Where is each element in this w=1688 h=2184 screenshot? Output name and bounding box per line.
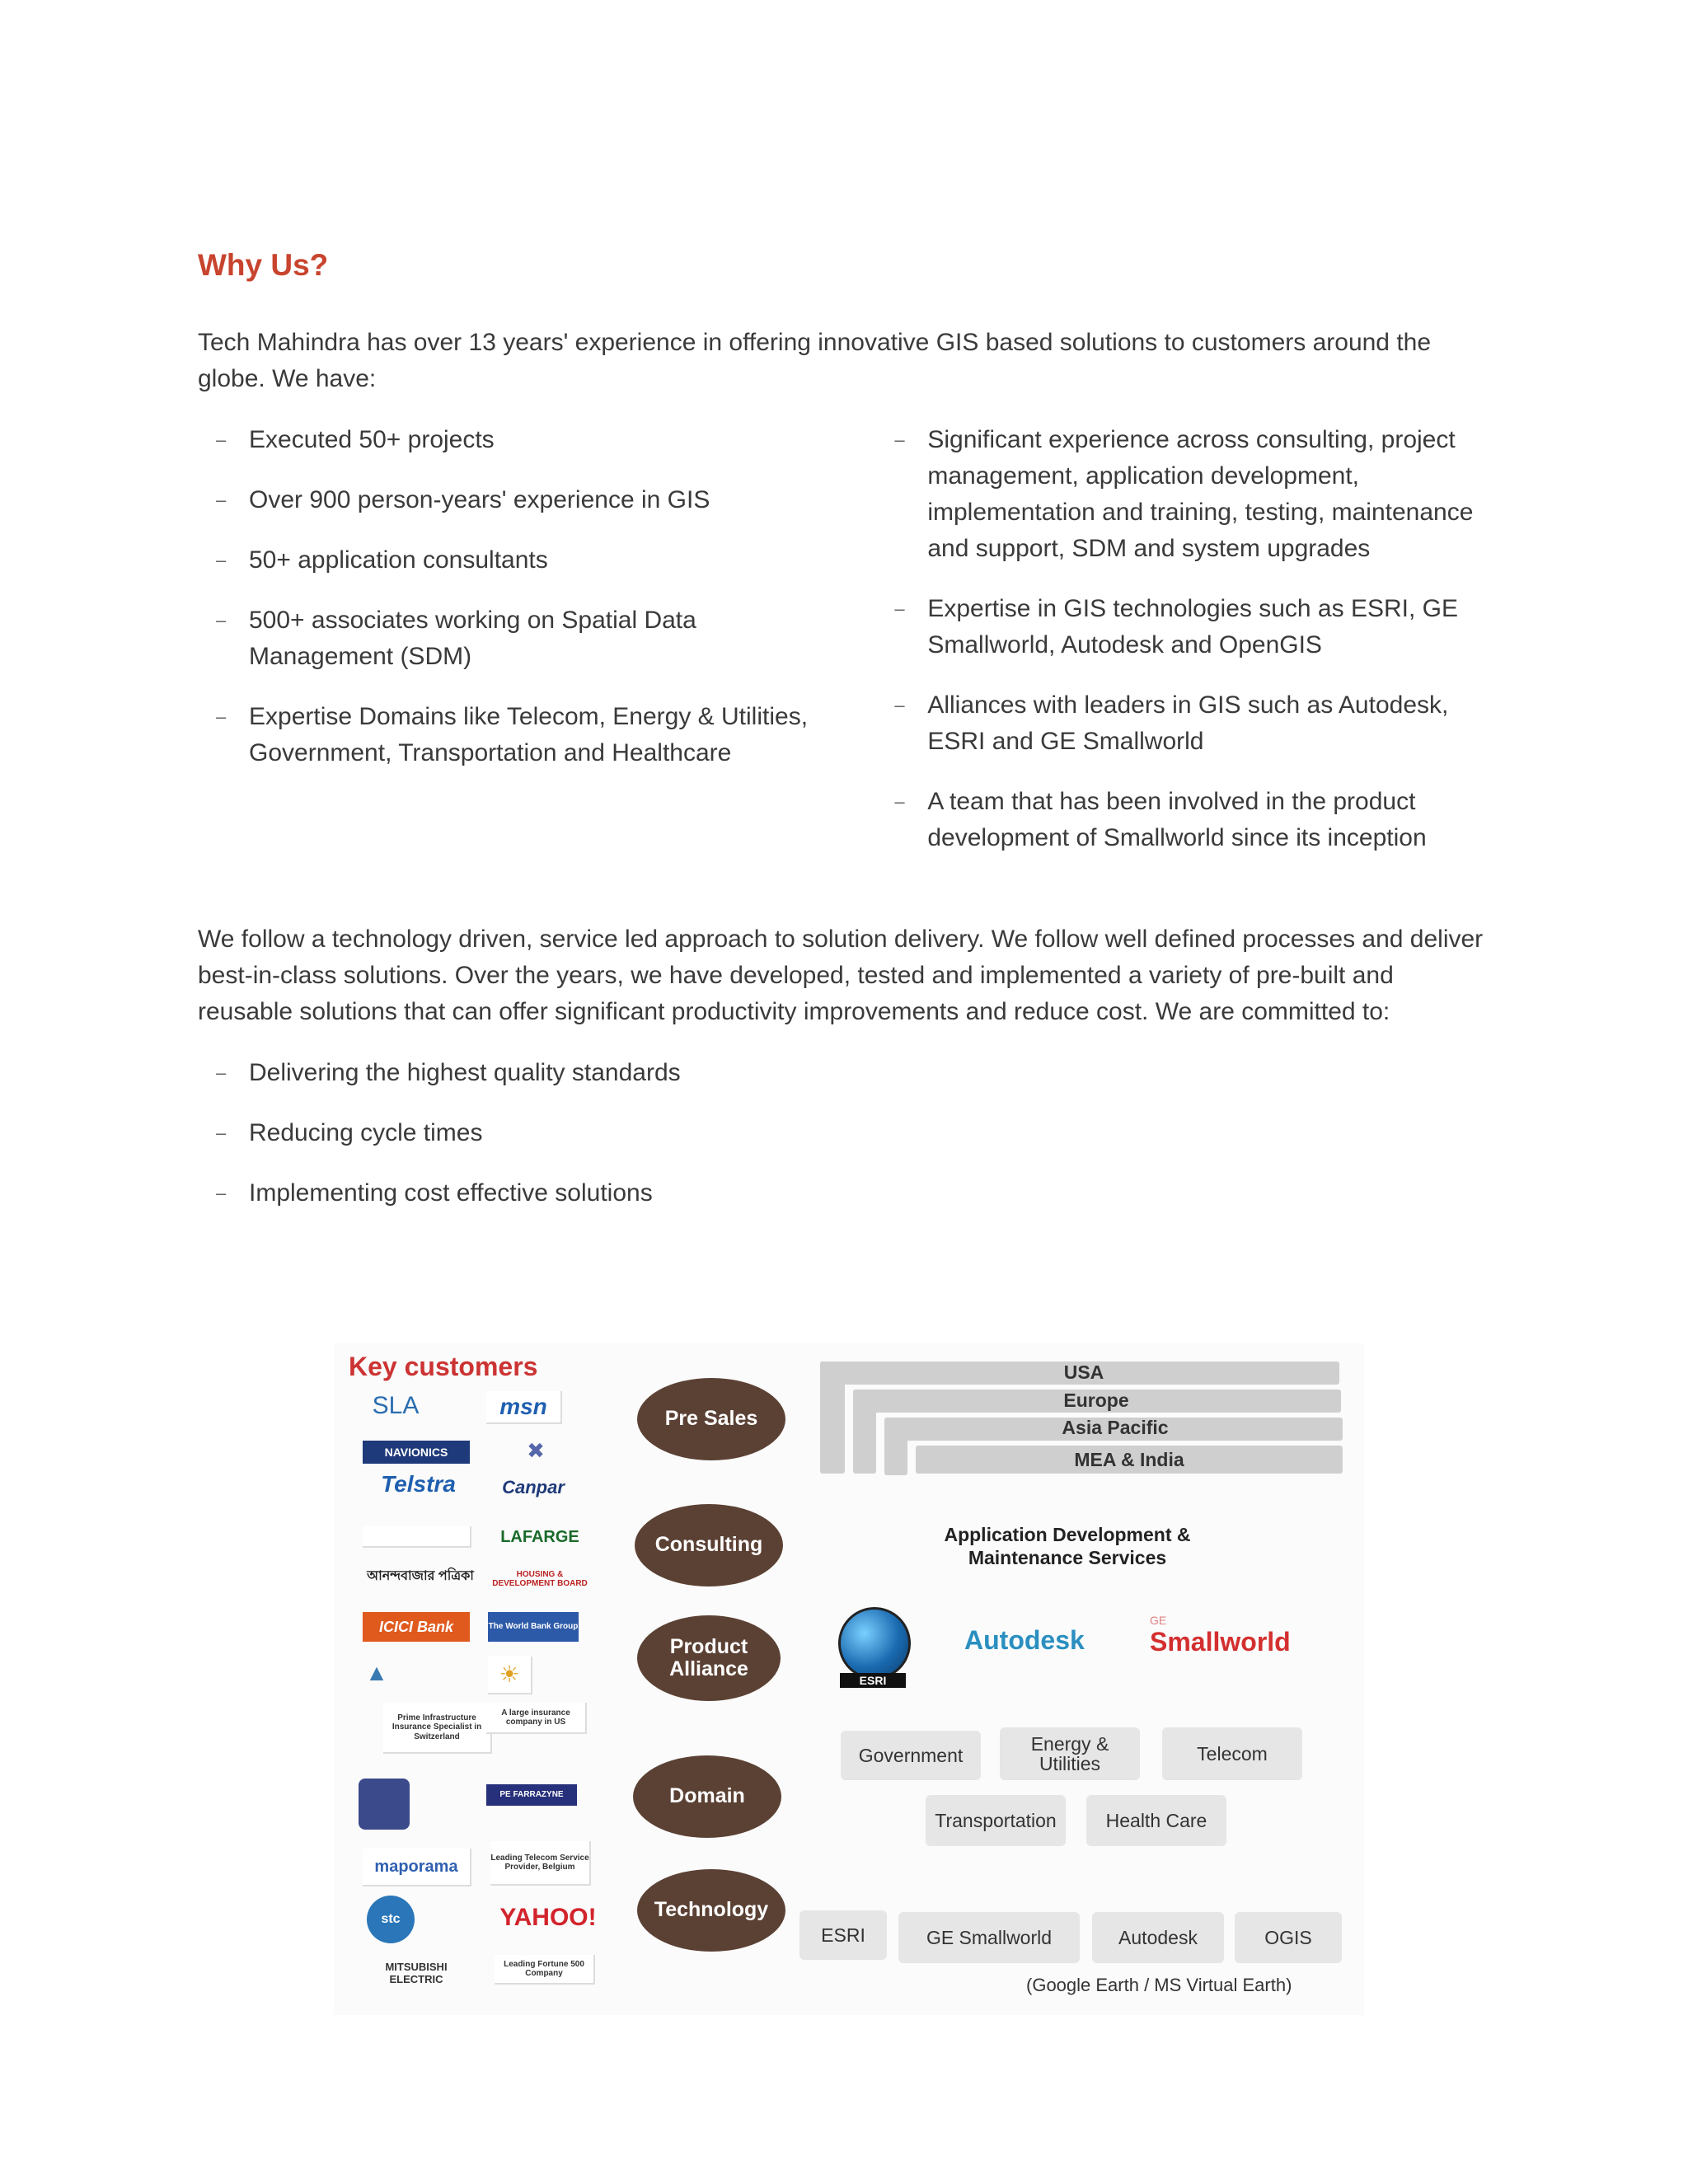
region-bar-usa-vertical <box>820 1361 845 1474</box>
tech-autodesk: Autodesk <box>1092 1912 1224 1963</box>
navionics-logo: NAVIONICS <box>363 1441 470 1464</box>
triangle-logo: ▲ <box>365 1660 388 1685</box>
right-bullet-list <box>876 422 1492 880</box>
canpar-logo: Canpar <box>502 1477 565 1497</box>
list-item: – Significant experience across consulting, project management, application development, implementation and training, testing, maintenance and support, SDM and system upgrades <box>876 422 1492 567</box>
tech-ge-smallworld: GE Smallworld <box>898 1912 1080 1963</box>
approach-paragraph: We follow a technology driven, service led approach to solution delivery. We follow well defined processes and deliver best-in-class solutions. Over the years, we have developed, tested and implemented a variety of pre-built and reusable solutions that can offer significant productivity improvements and reduce cost. We are committed to: <box>198 926 1484 1026</box>
left-bullet-list <box>198 422 821 880</box>
list-item: – Executed 50+ projects <box>198 422 821 458</box>
domain-energy-utilities: Energy & Utilities <box>1000 1727 1140 1780</box>
key-customers-title: Key customers <box>349 1352 538 1381</box>
commitment-list <box>198 1055 1492 1212</box>
capabilities-columns <box>198 422 1492 880</box>
list-item: – Expertise Domains like Telecom, Energy & Utilities, Government, Transportation and Healthcare <box>198 699 821 771</box>
cross-icon: ✖ <box>527 1438 545 1463</box>
list-item: – Expertise in GIS technologies such as ESRI, GE Smallworld, Autodesk and OpenGIS <box>876 591 1492 663</box>
sun-logo: ☀ <box>488 1657 532 1694</box>
pe-farrazyne-logo: PE FARRAZYNE <box>486 1784 577 1806</box>
region-label-mea: MEA & India <box>1074 1449 1184 1470</box>
list-item: – 50+ application consultants <box>198 542 821 579</box>
domain-health-care: Health Care <box>1086 1795 1226 1846</box>
tech-ogis: OGIS <box>1235 1912 1342 1963</box>
domain-government: Government <box>841 1731 981 1780</box>
esri-logo-label: ESRI <box>840 1673 906 1688</box>
region-label-asia: Asia Pacific <box>1062 1417 1169 1438</box>
intro-paragraph: Tech Mahindra has over 13 years' experience in offering innovative GIS based solutions to customers around the globe. We have: <box>198 329 1432 393</box>
stage-domain: Domain <box>633 1755 781 1838</box>
stage-technology: Technology <box>637 1869 785 1952</box>
lafarge-logo: LAFARGE <box>500 1528 579 1546</box>
region-label-europe: Europe <box>1063 1390 1129 1411</box>
region-bar-asia-vertical <box>884 1418 907 1475</box>
globe-logo <box>359 1779 410 1830</box>
list-item: – Delivering the highest quality standards <box>198 1055 1492 1091</box>
list-item: – Alliances with leaders in GIS such as Autodesk, ESRI and GE Smallworld <box>876 687 1492 760</box>
tech-esri: ESRI <box>799 1910 887 1960</box>
domain-telecom: Telecom <box>1162 1727 1302 1780</box>
page-content <box>198 247 1492 1235</box>
tech-note: (Google Earth / MS Virtual Earth) <box>1026 1975 1292 1995</box>
ge-logo-label: GE <box>1150 1614 1167 1627</box>
telstra-logo: Telstra <box>381 1471 456 1497</box>
stage-consulting: Consulting <box>635 1504 783 1586</box>
prime-insurance-logo: Prime Infrastructure Insurance Specialist in Switzerland <box>383 1703 492 1754</box>
stc-logo: stc <box>367 1896 415 1943</box>
list-item: – Implementing cost effective solutions <box>198 1175 1492 1212</box>
smallworld-logo: Smallworld <box>1150 1627 1291 1657</box>
solution-diagram <box>334 1343 1364 2015</box>
maporama-logo: maporama <box>363 1849 471 1886</box>
stage-pre-sales: Pre Sales <box>637 1378 785 1460</box>
hdb-logo: HOUSING & DEVELOPMENT BOARD <box>492 1569 588 1588</box>
stage-product-alliance: Product Alliance <box>637 1615 781 1701</box>
anandabazar-logo: আনন্দবাজার পত্রিকা <box>367 1569 474 1583</box>
esri-globe-icon <box>838 1607 911 1680</box>
mitsubishi-logo: MITSUBISHI ELECTRIC <box>385 1961 448 1985</box>
domain-transportation: Transportation <box>926 1795 1066 1846</box>
region-bar-europe-vertical <box>853 1390 876 1474</box>
telecom-provider-logo: Leading Telecom Service Provider, Belgium <box>490 1841 591 1886</box>
list-item: – Reducing cycle times <box>198 1115 1492 1151</box>
us-insurance-logo: A large insurance company in US <box>486 1703 587 1734</box>
list-item: – 500+ associates working on Spatial Data Management (SDM) <box>198 602 821 675</box>
worldbank-logo: The World Bank Group <box>488 1612 579 1642</box>
fortune-company-logo: Leading Fortune 500 Company <box>495 1955 595 1985</box>
yahoo-logo: YAHOO! <box>499 1904 597 1931</box>
sla-logo: SLA <box>372 1392 420 1419</box>
icici-logo: ICICI Bank <box>363 1612 470 1642</box>
region-label-usa: USA <box>1063 1361 1104 1383</box>
services-label: Application Development & Maintenance Services <box>944 1524 1191 1568</box>
page-title: Why Us? <box>198 248 329 282</box>
list-item: – A team that has been involved in the product development of Smallworld since its inception <box>876 784 1492 856</box>
autodesk-logo: Autodesk <box>964 1625 1085 1655</box>
msn-logo: msn <box>486 1391 562 1424</box>
list-item: – Over 900 person-years' experience in GIS <box>198 482 821 518</box>
customer-logo-placeholder <box>363 1526 471 1548</box>
